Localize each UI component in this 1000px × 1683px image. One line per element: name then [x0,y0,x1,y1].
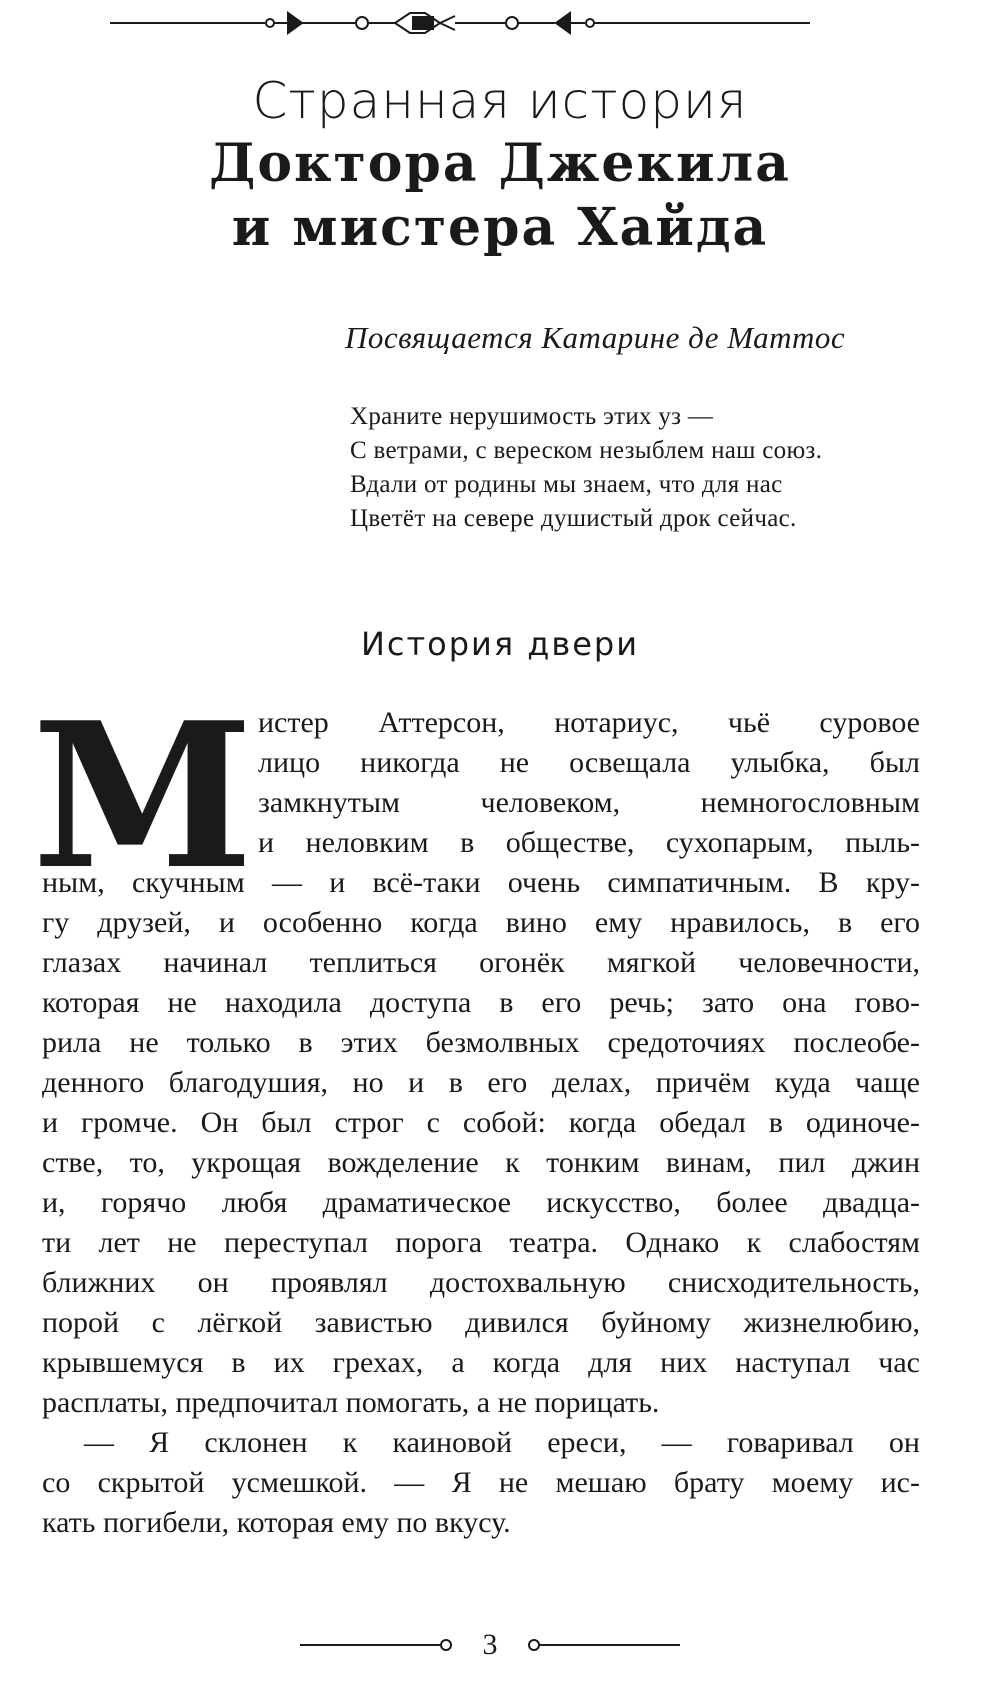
body-text-line: гу друзей, и особенно когда вино ему нравилось, в его [42,906,920,939]
body-text-line: замкнутым человеком, немногословным [258,786,920,819]
body-text-line: которая не находила доступа в его речь; зато она гово- [42,986,920,1019]
body-text-line: порой с лёгкой завистью дивился буйному жизнелюбию, [42,1306,920,1339]
ornamental-divider-icon [110,8,810,38]
body-text-line: истер Аттерсон, нотариус, чьё суровое [258,706,920,739]
body-text-line: — Я склонен к каиновой ереси, — говаривал он [84,1426,920,1459]
epigraph-line: С ветрами, с вереском незыблем наш союз. [350,437,823,464]
drop-cap: М [32,679,250,914]
body-text-line: крывшемуся в их грехах, а когда для них наступал час [42,1346,920,1379]
body-text-line: и громче. Он был строг с собой: когда обедал в одиноче- [42,1106,920,1139]
body-text-line: расплаты, предпочитал помогать, а не порицать. [42,1386,660,1419]
body-text-line: ти лет не переступал порога театра. Однако к слабостям [42,1226,920,1259]
body-text-line: ным, скучным — и всё-таки очень симпатичным. В кру- [42,866,920,899]
book-title [0,72,1000,258]
epigraph [350,400,822,536]
body-text-line: глазах начинал теплиться огонёк мягкой человечности, [42,946,920,979]
epigraph-line: Храните нерушимость этих уз — [350,403,714,430]
title-line-3: и мистера Хайда [231,197,769,258]
body-text-line: и неловким в обществе, сухопарым, пыль- [258,826,920,859]
body-text-line: со скрытой усмешкой. — Я не мешаю брату моему ис- [42,1466,920,1499]
epigraph-line: Вдали от родины мы знаем, что для нас [350,471,783,498]
body-text-line: кать погибели, которая ему по вкусу. [42,1506,511,1539]
title-line-1: Странная история [252,72,748,130]
body-text-line: стве, то, укрощая вожделение к тонким винам, пил джин [42,1146,920,1179]
body-text-line: ближних он проявлял достохвальную снисходительность, [42,1266,920,1299]
body-text-line: денного благодушия, но и в его делах, причём куда чаще [42,1066,920,1099]
body-text-line: лицо никогда не освещала улыбка, был [258,746,920,779]
chapter-title: История двери [360,625,640,663]
title-line-2: Доктора Джекила [209,133,791,194]
epigraph-line: Цветёт на севере душистый дрок сейчас. [350,505,797,532]
body-text-line: и, горячо любя драматическое искусство, более двадца- [42,1186,920,1219]
dedication: Посвящается Катарине де Маттос [345,320,846,355]
body-text-line: рила не только в этих безмолвных средоточиях послеобе- [42,1026,920,1059]
page-number: 3 [470,1628,510,1662]
